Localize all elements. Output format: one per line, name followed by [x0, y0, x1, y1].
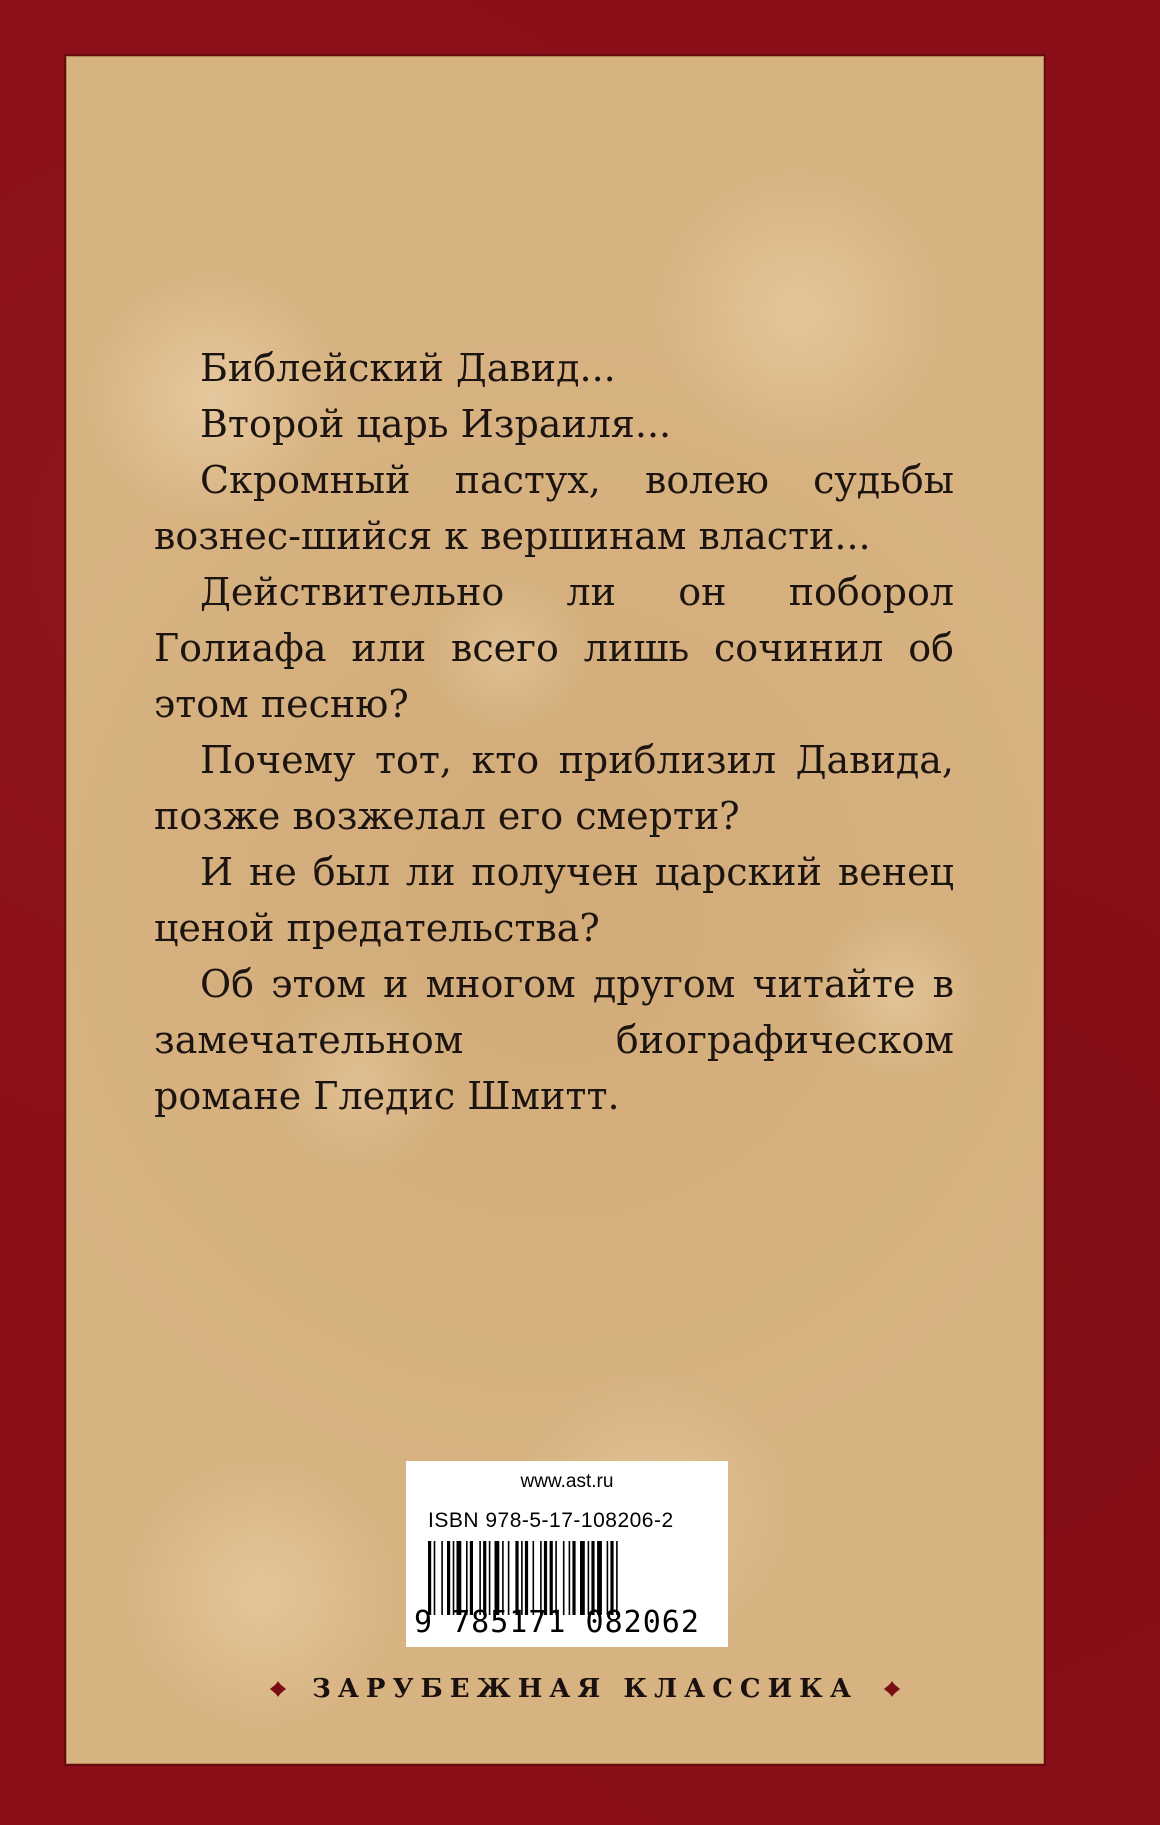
fleuron-icon: [880, 1677, 904, 1701]
blurb-paragraph: Второй царь Израиля...: [200, 402, 672, 446]
blurb-paragraph: Почему тот, кто приблизил Давида, позже возжелал его смерти?: [154, 738, 954, 838]
isbn-number: ISBN 978-5-17-108206-2: [428, 1509, 674, 1532]
blurb-text: [154, 340, 954, 1124]
series-banner: [200, 1669, 970, 1709]
blurb-paragraph: Об этом и многом другом читайте в замечательном биографическом романе Гледис Шмитт.: [154, 962, 954, 1118]
fleuron-icon: [266, 1677, 290, 1701]
blurb-paragraph: Библейский Давид...: [200, 346, 616, 390]
series-title: ЗАРУБЕЖНАЯ КЛАССИКА: [311, 1674, 859, 1704]
blurb-paragraph: Действительно ли он поборол Голиафа или всего лишь сочинил об этом песню?: [154, 570, 954, 726]
barcode-label: [406, 1461, 728, 1647]
publisher-website: www.ast.ru: [520, 1471, 614, 1492]
blurb-paragraph: И не был ли получен царский венец ценой предательства?: [154, 850, 954, 950]
blurb-paragraph: Скромный пастух, волею судьбы вознес-шийся к вершинам власти...: [154, 458, 954, 558]
ean-digits: 9 785171 082062: [414, 1605, 700, 1640]
barcode-bars-icon: [428, 1541, 712, 1615]
